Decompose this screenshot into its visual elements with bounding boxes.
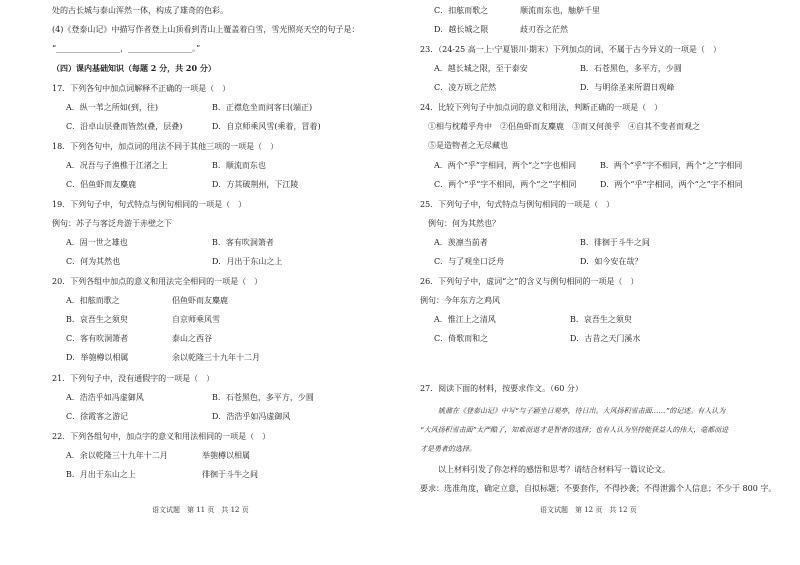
essay-prompt: 以上材料引发了你怎样的感悟和思考？请结合材料写一篇议论文。 <box>438 465 670 474</box>
option-17-a: A．纵一苇之所如(到，往) <box>66 103 159 112</box>
option-23-c: C．凌万顷之茫然 <box>434 83 497 92</box>
question-24: 24．比较下列句子中加点词的意义和用法，判断正确的一项是（ ） <box>420 103 663 112</box>
question-17: 17．下列各句中加点词解释不正确的一项是（ ） <box>52 84 231 93</box>
question-21: 21．下列句子中，没有通假字的一项是（ ） <box>52 374 215 383</box>
option-19-a: A．固一世之雄也 <box>66 238 128 247</box>
option-21-b: B．石苍黑色，多平方，少圆 <box>212 393 314 402</box>
question-26: 26．下列句子中，虚词“之”的含义与例句相同的一项是（ ） <box>420 277 639 286</box>
option-23-b: B．石苍黑色，多平方，少圆 <box>580 64 682 73</box>
option-22-c: C．扣舷而歌之 <box>434 6 489 15</box>
option-20-d-pair: 余以乾隆三十九年十二月 <box>172 353 260 362</box>
option-20-c-pair: 泰山之西谷 <box>172 334 212 343</box>
question-23: 23．（24-25 高一上·宁夏银川·期末）下列加点的词，不属于古今异义的一项是（ ） <box>420 45 721 54</box>
option-19-c: C．何为其然也 <box>66 257 121 266</box>
sentence-24-5: ⑤是造物者之无尽藏也 <box>428 141 508 150</box>
option-24-a: A．两个“乎”字相同，两个“之”字也相同 <box>434 161 577 170</box>
answer-blanks: “________________，________________。” <box>52 44 201 53</box>
option-20-d: D．举匏樽以相属 <box>66 353 129 362</box>
option-22-a-pair: 举匏樽以相属 <box>202 451 250 460</box>
option-20-c: C．客有吹洞箫者 <box>66 334 129 343</box>
essay-requirements: 要求：选准角度，确定立意，自拟标题；不要套作，不得抄袭；不得泄露个人信息；不少于 800 字。 <box>420 484 777 493</box>
option-26-d: D．古昔之天门溪水 <box>570 334 641 343</box>
option-22-c-pair: 顺流而东也，舳舻千里 <box>520 6 600 15</box>
option-21-a: A．浩浩乎如冯虚御风 <box>66 393 144 402</box>
option-22-b-pair: 徘徊于斗牛之间 <box>202 470 258 479</box>
option-18-b: B．顺流而东也 <box>212 161 266 170</box>
option-19-b: B．客有吹洞箫者 <box>212 238 274 247</box>
passage-line: 处的古长城与泰山浑然一体，构成了雄奇的色彩。 <box>52 6 228 15</box>
option-22-a: A．余以乾隆三十九年十二月 <box>66 451 168 460</box>
example-25: 例句：何为其然也？ <box>428 219 500 228</box>
option-18-c: C．侣鱼虾而友麋鹿 <box>66 180 137 189</box>
question-18: 18．下列各句中，加点词的用法不同于其他三项的一项是（ ） <box>52 142 279 151</box>
essay-material-line-2: “大风扬积雪击面”太严酷了，知难而退才是智者的选择；也有人认为坚持能获益人的伟大，毫都而进 <box>420 426 729 434</box>
essay-material-line-1: 姚鼐在《登泰山记》中写“与子颖坐日观亭，待日出。大风扬积雪击面……”的记述。有人认为 <box>438 407 726 415</box>
option-26-c: C．倚歌而和之 <box>434 334 489 343</box>
right-page <box>420 0 777 565</box>
question-19: 19．下列句子中，句式特点与例句相同的一项是（ ） <box>52 200 247 209</box>
page-footer: 语文试题 第 12 页 共 12 页 <box>540 506 637 514</box>
option-17-b: B．正襟危坐而问客曰(端正) <box>212 103 313 112</box>
essay-material-line-3: 才是勇者的选择。 <box>420 445 476 453</box>
option-26-a: A．惟江上之清风 <box>434 315 496 324</box>
option-21-d: D．浩浩乎如冯虚御风 <box>212 412 291 421</box>
option-20-a-pair: 侣鱼虾而友麋鹿 <box>172 296 228 305</box>
page-footer: 语文试题 第 11 页 共 12 页 <box>152 506 249 514</box>
option-22-b: B．月出于东山之上 <box>66 470 136 479</box>
option-23-a: A．越长城之限，至于泰安 <box>434 64 528 73</box>
option-20-a: A．扣舷而歌之 <box>66 296 120 305</box>
option-24-d: D．两个“乎”字相同，两个“之”字不相同 <box>600 180 743 189</box>
option-25-a: A．羡凛当前者 <box>434 238 488 247</box>
option-23-d: D．与明徐圣来所谓日观峰 <box>580 83 675 92</box>
question-22: 22．下列各组句中，加点字的意义和用法相同的一项是（ ） <box>52 432 271 441</box>
option-24-c: C．两个“乎”字不相同，两个“之”字相同 <box>434 180 577 189</box>
example-26: 例句：今年东方之鸡风 <box>420 296 500 305</box>
option-20-b: B．哀吾生之须臾 <box>66 315 128 324</box>
left-page <box>52 0 392 565</box>
option-21-c: C．徐霞客之游记 <box>66 412 129 421</box>
option-26-b: B．哀吾生之须臾 <box>570 315 632 324</box>
option-17-d: D．自京师乘风雪(乘着，冒着) <box>212 122 321 131</box>
option-19-d: D．月出于东山之上 <box>212 257 283 266</box>
option-25-c: C．与了观坐口泛舟 <box>434 257 505 266</box>
option-18-d: D．方其破荆州，下江陵 <box>212 180 299 189</box>
option-18-a: A．况吾与子渔樵于江渚之上 <box>66 161 168 170</box>
example-19: 例句：苏子与客泛舟游于赤壁之下 <box>52 219 172 228</box>
option-22-d-pair: 歧刃吞之茫然 <box>520 25 568 34</box>
option-25-b: B．徘徊于斗牛之间 <box>580 238 650 247</box>
option-17-c: C．沿卓山层叠而皆然(叠，层叠) <box>66 122 183 131</box>
question-20: 20．下列各组中加点的意义和用法完全相同的一项是（ ） <box>52 277 263 286</box>
question-25: 25．下列句子中，句式特点与例句相同的一项是（ ） <box>420 200 615 209</box>
option-25-d: D．如今安在哉？ <box>580 257 643 266</box>
question-4: (4)《登泰山记》中描写作者登上山顶看到青山上覆盖着白雪，雪光照亮天空的句子是： <box>52 25 360 34</box>
section-heading: （四）课内基础知识（每题 2 分，共 20 分） <box>52 63 216 73</box>
question-27: 27．阅读下面的材料，按要求作文。（60 分） <box>420 384 583 393</box>
option-20-b-pair: 自京师乘风雪 <box>172 315 220 324</box>
sentences-24: ①相与枕藉乎舟中 ②侣鱼虾而友麋鹿 ③而又何羡乎 ④自其不变者而观之 <box>428 122 700 131</box>
option-24-b: B．两个“乎”字不相同，两个“之”字相同 <box>600 161 743 170</box>
option-22-d: D．越长城之限 <box>434 25 489 34</box>
